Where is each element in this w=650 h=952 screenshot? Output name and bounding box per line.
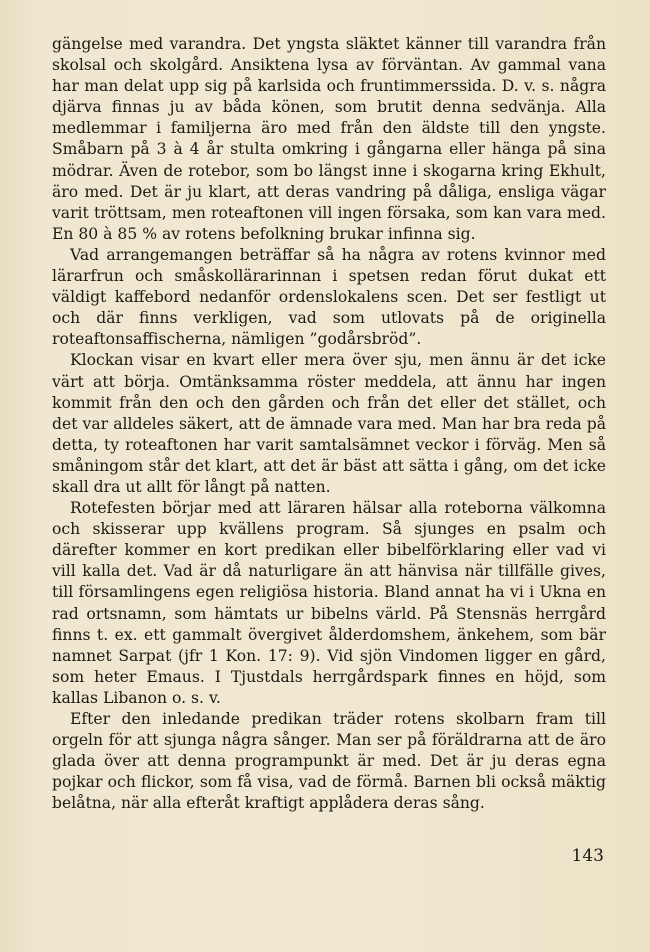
paragraph-2: Vad arrangemangen beträffar så ha några av rotens kvinnor med lärarfrun och småskollärarinnan i spetsen redan förut dukat ett väldigt kaffebord nedanför ordenslokalens scen. Det ser festligt ut och där finns verkligen, vad som utlovats på de originella roteaftonsaffischerna, nämligen ”godårsbröd”. <box>52 245 606 349</box>
body-text <box>52 34 606 814</box>
paragraph-5: Efter den inledande predikan träder rotens skolbarn fram till orgeln för att sjunga några sånger. Man ser på föräldrarna att de äro glada över att denna programpunkt är med. Det är ju deras egna pojkar och flickor, som få visa, vad de förmå. Barnen bli också mäktig belåtna, när alla efteråt kraftigt applådera deras sång. <box>52 710 606 813</box>
page-number: 143 <box>571 846 604 866</box>
paragraph-1: gängelse med varandra. Det yngsta släktet känner till varandra från skolsal och skolgård. Ansiktena lysa av förväntan. Av gammal vana har man delat upp sig på karlsida och fruntimmerssida. D. v. s. några djärva finnas ju av båda könen, som brutit denna sedvänja. Alla medlemmar i familjerna äro med från den äldste till den yngste. Småbarn på 3 à 4 år stulta omkring i gångarna eller hänga på sina mödrar. Även de rotebor, som bo längst inne i skogarna kring Ekhult, äro med. Det är ju klart, att deras vandring på dåliga, ensliga vägar varit tröttsam, men roteaftonen vill ingen försaka, som kan vara med. En 80 à 85 % av rotens befolkning brukar infinna sig. <box>52 35 606 243</box>
paragraph-4: Rotefesten börjar med att läraren hälsar alla roteborna välkomna och skisserar upp kvällens program. Så sjunges en psalm och därefter kommer en kort predikan eller bibelförklaring eller vad vi vill kalla det. Vad är då naturligare än att hänvisa när tillfälle gives, till församlingens egen religiösa historia. Bland annat ha vi i Ukna en rad ortsnamn, som hämtats ur bibelns värld. På Stensnäs herrgård finns t. ex. ett gammalt övergivet ålderdomshem, änkehem, som bär namnet Sarpat (jfr 1 Kon. 17: 9). Vid sjön Vindomen ligger en gård, som heter Emaus. I Tjustdals herrgårdspark finnes en höjd, som kallas Libanon o. s. v. <box>52 499 606 707</box>
paragraph-3: Klockan visar en kvart eller mera över sju, men ännu är det icke värt att börja. Omtänksamma röster meddela, att ännu har ingen kommit från den och den gården och från det eller det stället, och det var alldeles säkert, att de ämnade vara med. Man har bra reda på detta, ty roteaftonen har varit samtalsämnet veckor i förväg. Men så småningom står det klart, att det är bäst att sätta i gång, om det icke skall dra ut allt för långt på natten. <box>52 351 606 496</box>
